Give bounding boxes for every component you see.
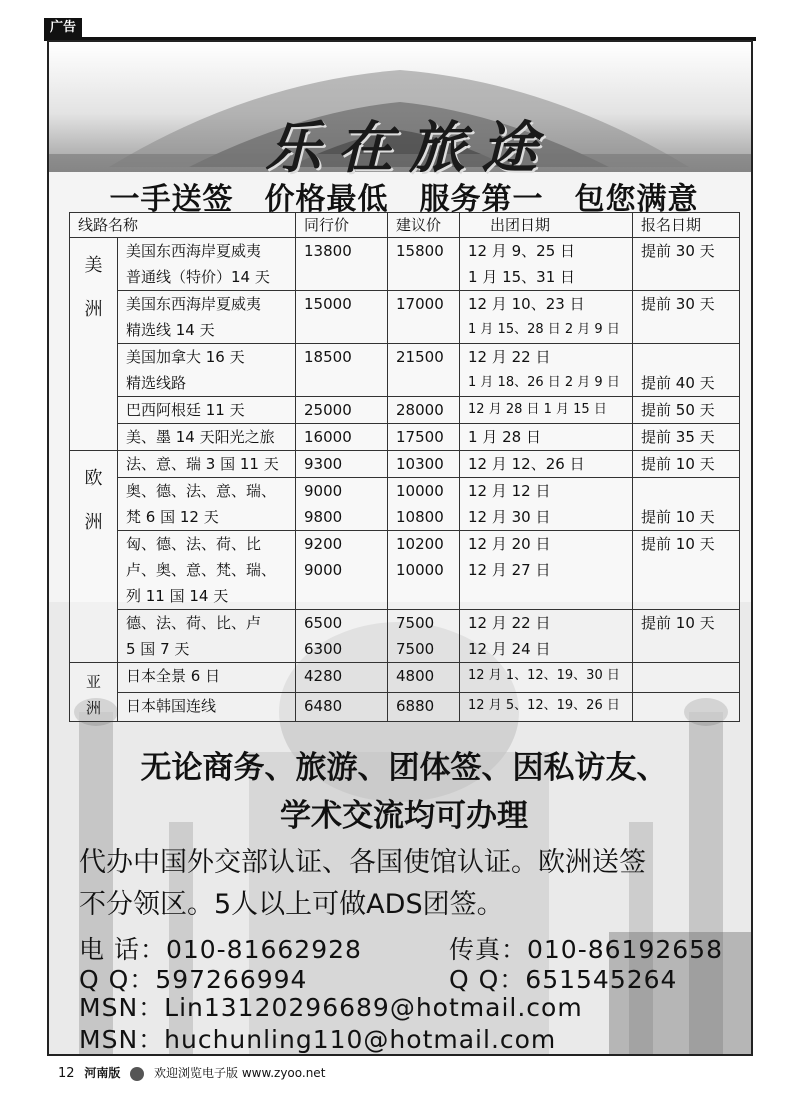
suggest-price: 15800 <box>396 242 444 260</box>
route-name: 美国东西海岸夏威夷 <box>126 242 262 260</box>
magazine-logo-icon <box>130 1067 144 1081</box>
departure-dates: 12 月 12 日 <box>468 482 551 500</box>
peer-price: 4280 <box>304 667 343 685</box>
table-row <box>70 663 740 693</box>
suggest-price: 17500 <box>396 428 444 446</box>
signup-deadline-cell <box>633 531 740 610</box>
peer-price: 9800 <box>304 508 343 526</box>
departure-dates: 12 月 27 日 <box>468 561 551 579</box>
departure-dates-cell <box>460 344 633 397</box>
departure-dates: 12 月 1、12、19、30 日 <box>468 668 620 683</box>
peer-price: 15000 <box>304 295 352 313</box>
page-number: 12 <box>58 1066 75 1081</box>
peer-price: 9200 <box>304 535 343 553</box>
departure-dates-cell <box>460 291 633 344</box>
departure-dates: 1 月 15、28 日 2 月 9 日 <box>468 322 620 337</box>
suggest-price: 10000 <box>396 482 444 500</box>
suggest-price-cell <box>388 451 460 478</box>
suggest-price-cell <box>388 397 460 424</box>
route-name-cell <box>118 663 296 693</box>
peer-price-cell <box>296 424 388 451</box>
qq-text-2: Q Q：651545264 <box>449 965 678 994</box>
phone-text: 电 话：010-81662928 <box>79 935 362 964</box>
suggest-price: 10800 <box>396 508 444 526</box>
signup-deadline-cell <box>633 451 740 478</box>
route-name: 奥、德、法、意、瑞、 <box>126 482 277 500</box>
routes-table <box>69 212 740 722</box>
table-row <box>70 397 740 424</box>
col-suggest-price: 建议价 <box>388 213 460 238</box>
signup-deadline <box>633 344 739 370</box>
departure-dates: 12 月 5、12、19、26 日 <box>468 697 620 713</box>
departure-dates: 12 月 9、25 日 <box>468 242 576 260</box>
departure-dates: 12 月 28 日 1 月 15 日 <box>468 402 607 417</box>
peer-price-cell <box>296 451 388 478</box>
suggest-price: 10300 <box>396 455 444 473</box>
region-asia <box>70 663 118 722</box>
route-name-cell <box>118 397 296 424</box>
peer-price: 6480 <box>304 696 343 715</box>
departure-dates-cell <box>460 397 633 424</box>
tagline: 一手送签 价格最低 服务第一 包您满意 <box>109 182 699 217</box>
region-america <box>70 238 118 451</box>
signup-deadline: 提前 40 天 <box>641 374 715 392</box>
table-header-row <box>70 213 740 238</box>
suggest-price-cell <box>388 531 460 610</box>
suggest-price: 4800 <box>396 667 435 685</box>
route-name: 卢、奥、意、梵、瑞、 <box>126 561 277 579</box>
signup-deadline-cell <box>633 692 740 722</box>
suggest-price-cell <box>388 238 460 291</box>
peer-price: 18500 <box>304 348 352 366</box>
table-row <box>70 451 740 478</box>
peer-price-cell <box>296 397 388 424</box>
departure-dates-cell <box>460 478 633 531</box>
route-name: 精选线 14 天 <box>126 321 215 339</box>
route-name: 德、法、荷、比、卢 <box>126 614 262 632</box>
route-name-cell <box>118 451 296 478</box>
services-detail-1: 代办中国外交部认证、各国使馆认证。欧洲送签 <box>79 847 646 878</box>
route-name: 梵 6 国 12 天 <box>126 508 219 526</box>
suggest-price: 21500 <box>396 348 444 366</box>
peer-price: 6500 <box>304 614 343 632</box>
route-name-cell <box>118 291 296 344</box>
departure-dates: 12 月 22 日 <box>468 614 551 632</box>
suggest-price: 17000 <box>396 295 444 313</box>
services-headline-1: 无论商务、旅游、团体签、因私访友、 <box>140 750 668 786</box>
signup-deadline: 提前 30 天 <box>641 242 715 260</box>
route-name: 精选线路 <box>126 374 187 392</box>
departure-dates: 1 月 15、31 日 <box>468 268 576 286</box>
departure-dates: 12 月 30 日 <box>468 508 551 526</box>
route-name: 美国加拿大 16 天 <box>126 348 245 366</box>
suggest-price-cell <box>388 610 460 663</box>
suggest-price: 10200 <box>396 535 444 553</box>
region-europe <box>70 451 118 663</box>
ad-label: 广告 <box>44 18 82 37</box>
table-row <box>70 344 740 397</box>
peer-price: 6300 <box>304 640 343 658</box>
suggest-price-cell <box>388 478 460 531</box>
signup-deadline: 提前 50 天 <box>641 401 715 419</box>
peer-price-cell <box>296 692 388 722</box>
signup-deadline: 提前 10 天 <box>641 614 715 632</box>
peer-price: 16000 <box>304 428 352 446</box>
departure-dates-cell <box>460 424 633 451</box>
page-footer <box>58 1064 325 1081</box>
signup-deadline: 提前 30 天 <box>641 295 715 313</box>
suggest-price: 7500 <box>396 640 435 658</box>
departure-dates: 1 月 28 日 <box>468 428 541 446</box>
signup-deadline <box>633 663 739 689</box>
suggest-price-cell <box>388 692 460 722</box>
ad-frame <box>47 40 753 1056</box>
departure-dates-cell <box>460 238 633 291</box>
suggest-price: 7500 <box>396 614 435 632</box>
table-row <box>70 478 740 531</box>
peer-price-cell <box>296 610 388 663</box>
peer-price-cell <box>296 291 388 344</box>
signup-deadline-cell <box>633 663 740 693</box>
edition-label: 河南版 <box>84 1066 121 1080</box>
region-label: 欧 <box>84 468 103 489</box>
suggest-price-cell <box>388 291 460 344</box>
peer-price-cell <box>296 344 388 397</box>
region-label: 美 <box>84 255 103 276</box>
peer-price: 9300 <box>304 455 343 473</box>
route-name: 5 国 7 天 <box>126 640 190 658</box>
region-label: 洲 <box>84 512 103 533</box>
departure-dates: 12 月 24 日 <box>468 640 551 658</box>
signup-deadline: 提前 10 天 <box>641 455 715 473</box>
signup-deadline: 提前 10 天 <box>641 508 715 526</box>
qq-text-1: Q Q：597266994 <box>79 965 308 994</box>
peer-price-cell <box>296 238 388 291</box>
signup-deadline: 提前 35 天 <box>641 428 715 446</box>
msn-text-1: MSN：Lin13120296689@hotmail.com <box>79 993 583 1022</box>
table-row <box>70 291 740 344</box>
route-name: 普通线（特价）14 天 <box>126 268 270 286</box>
route-name: 巴西阿根廷 11 天 <box>126 401 245 419</box>
fax-text: 传真：010-86192658 <box>449 935 723 964</box>
peer-price: 9000 <box>304 561 343 579</box>
route-name-cell <box>118 344 296 397</box>
departure-dates: 12 月 22 日 <box>468 348 551 366</box>
msn-text-2: MSN：huchunling110@hotmail.com <box>79 1025 557 1054</box>
route-name-cell <box>118 610 296 663</box>
col-route: 线路名称 <box>70 213 296 238</box>
departure-dates: 12 月 12、26 日 <box>468 455 585 473</box>
route-name: 列 11 国 14 天 <box>126 587 229 605</box>
suggest-price-cell <box>388 424 460 451</box>
departure-dates-cell <box>460 663 633 693</box>
col-dates: 出团日期 <box>460 213 633 238</box>
signup-deadline-cell <box>633 344 740 397</box>
table-row <box>70 238 740 291</box>
banner-title: 乐在旅途 <box>265 115 553 181</box>
footer-website[interactable]: 欢迎浏览电子版 www.zyoo.net <box>154 1066 326 1080</box>
route-name-cell <box>118 424 296 451</box>
suggest-price: 10000 <box>396 561 444 579</box>
departure-dates: 12 月 10、23 日 <box>468 295 585 313</box>
services-headline-2: 学术交流均可办理 <box>280 798 528 834</box>
departure-dates-cell <box>460 531 633 610</box>
signup-deadline-cell <box>633 291 740 344</box>
table-row <box>70 424 740 451</box>
peer-price-cell <box>296 531 388 610</box>
signup-deadline-cell <box>633 424 740 451</box>
services-detail-2: 不分领区。5人以上可做ADS团签。 <box>79 889 504 920</box>
departure-dates-cell <box>460 692 633 722</box>
peer-price: 9000 <box>304 482 343 500</box>
peer-price: 13800 <box>304 242 352 260</box>
signup-deadline-cell <box>633 478 740 531</box>
departure-dates: 12 月 20 日 <box>468 535 551 553</box>
region-label: 亚 <box>85 673 101 691</box>
peer-price-cell <box>296 478 388 531</box>
table-row <box>70 610 740 663</box>
departure-dates: 1 月 18、26 日 2 月 9 日 <box>468 375 620 390</box>
peer-price-cell <box>296 663 388 693</box>
route-name-cell <box>118 238 296 291</box>
suggest-price-cell <box>388 663 460 693</box>
region-label: 洲 <box>84 299 103 320</box>
signup-deadline-cell <box>633 610 740 663</box>
route-name-cell <box>118 692 296 722</box>
signup-deadline-cell <box>633 397 740 424</box>
route-name: 匈、德、法、荷、比 <box>126 535 262 553</box>
suggest-price-cell <box>388 344 460 397</box>
col-peer-price: 同行价 <box>296 213 388 238</box>
departure-dates-cell <box>460 451 633 478</box>
route-name-cell <box>118 531 296 610</box>
table-row <box>70 692 740 722</box>
region-label: 洲 <box>85 699 101 717</box>
peer-price: 25000 <box>304 401 352 419</box>
route-name: 法、意、瑞 3 国 11 天 <box>126 455 279 473</box>
signup-deadline: 提前 10 天 <box>641 535 715 553</box>
suggest-price: 28000 <box>396 401 444 419</box>
table-row <box>70 531 740 610</box>
signup-deadline <box>633 478 739 504</box>
route-name: 美国东西海岸夏威夷 <box>126 295 262 313</box>
signup-deadline <box>633 693 739 719</box>
route-name-cell <box>118 478 296 531</box>
col-deadline: 报名日期 <box>633 213 740 238</box>
route-name: 日本全景 6 日 <box>126 667 221 685</box>
suggest-price: 6880 <box>396 696 435 715</box>
departure-dates-cell <box>460 610 633 663</box>
route-name: 日本韩国连线 <box>126 696 217 715</box>
route-name: 美、墨 14 天阳光之旅 <box>126 428 275 446</box>
signup-deadline-cell <box>633 238 740 291</box>
